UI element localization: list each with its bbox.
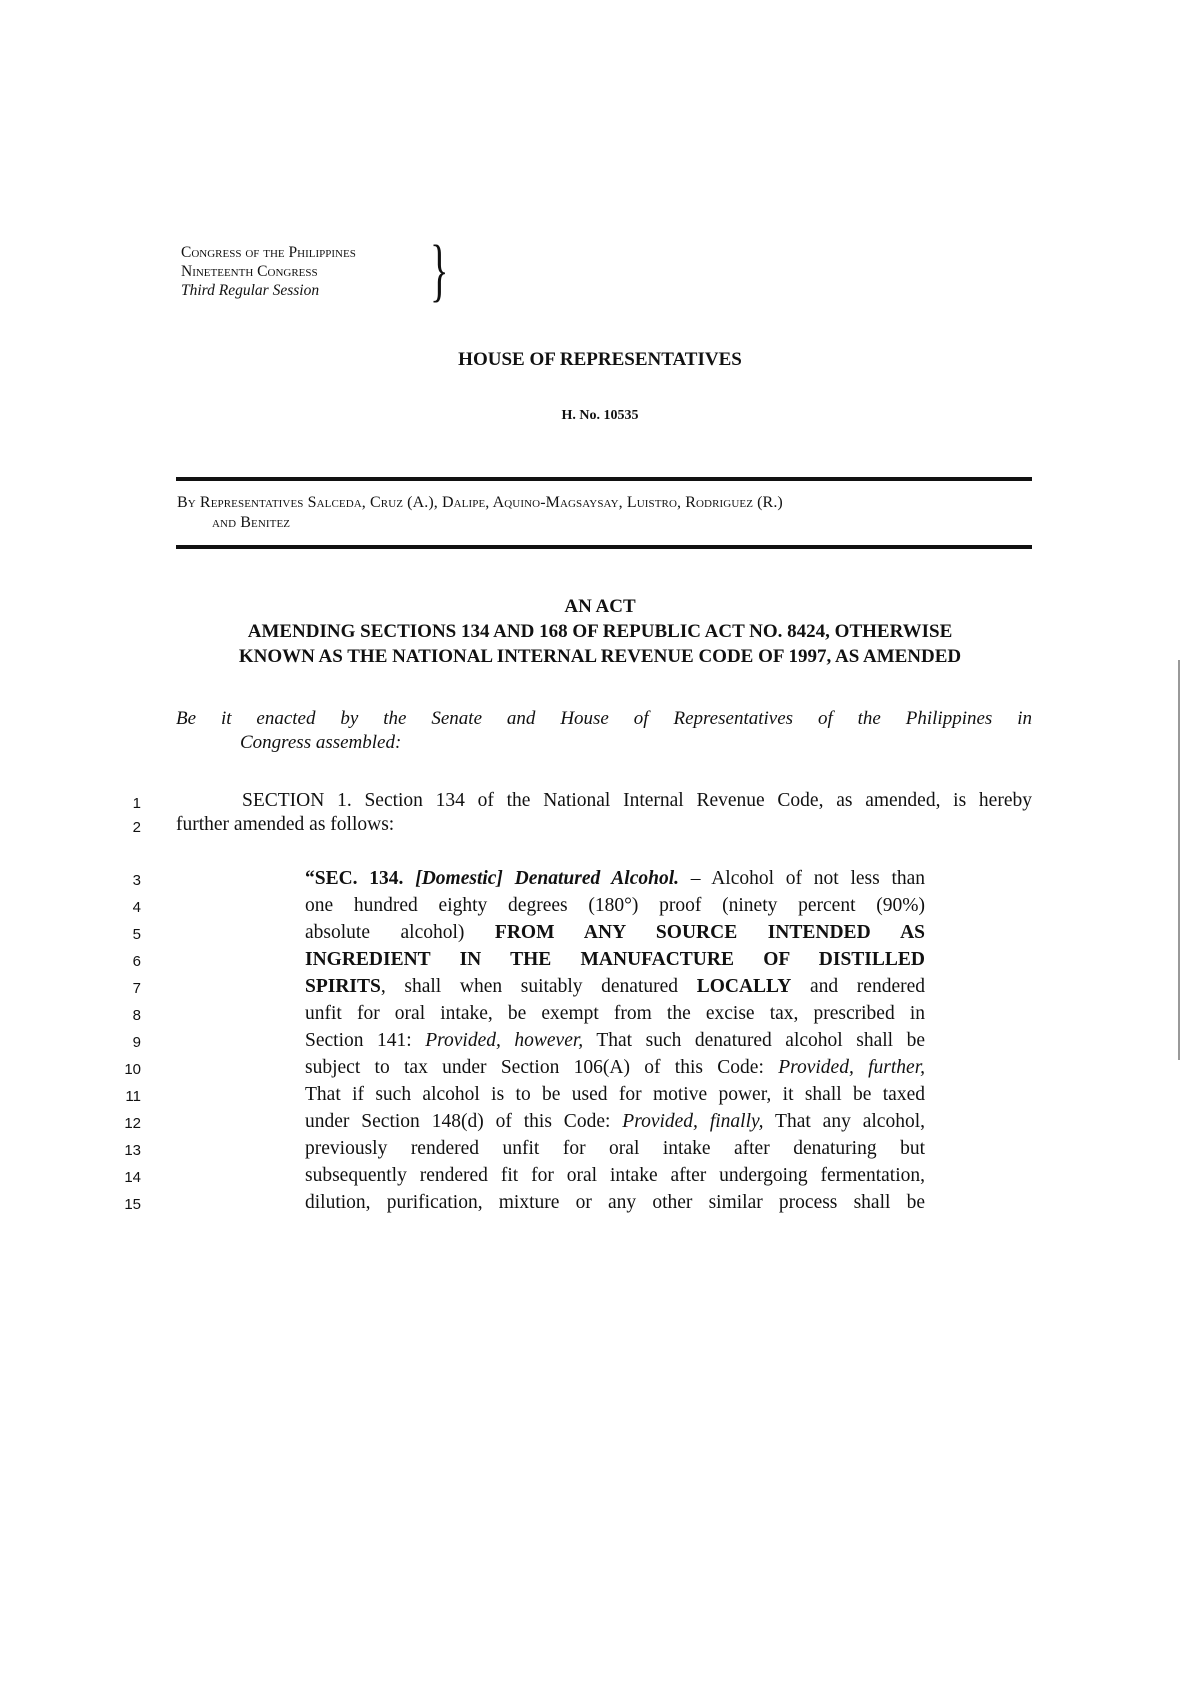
line-number: 15 [124, 1196, 141, 1213]
text-line-7: SPIRITS, shall when suitably denatured LOCALLY and rendered [305, 976, 926, 997]
scan-margin-line [1178, 660, 1180, 1060]
enacting-clause-line-1: Be it enacted by the Senate and House of Representatives of the Philippines in [176, 708, 1032, 729]
line-number: 13 [124, 1142, 141, 1159]
text-line-15: dilution, purification, mixture or any other similar process shall be [305, 1192, 925, 1213]
enacting-clause-line-2: Congress assembled: [240, 732, 402, 753]
line-number: 5 [132, 926, 141, 943]
text-line-14: subsequently rendered fit for oral intake after undergoing fermentation, [305, 1165, 925, 1186]
top-rule [176, 477, 1032, 481]
line-number: 3 [132, 872, 141, 889]
line-number: 6 [132, 953, 141, 970]
amended-section-134 [305, 865, 925, 1216]
line-number: 1 [132, 795, 141, 812]
line-number: 10 [124, 1061, 141, 1078]
authors-line-2: and Benitez [212, 514, 291, 531]
text-line-4: one hundred eighty degrees (180°) proof (ninety percent (90%) [305, 895, 925, 916]
line-number: 11 [125, 1088, 141, 1105]
session-label: Third Regular Session [181, 282, 320, 299]
line-number: 12 [124, 1115, 141, 1132]
text-line-6: INGREDIENT IN THE MANUFACTURE OF DISTILLED [305, 949, 925, 970]
text-line-5: absolute alcohol) FROM ANY SOURCE INTENDED AS [305, 922, 926, 943]
text-line-12: under Section 148(d) of this Code: Provided, finally, That any alcohol, [305, 1111, 925, 1132]
line-number: 2 [132, 819, 141, 836]
act-title-line-2: KNOWN AS THE NATIONAL INTERNAL REVENUE CODE OF 1997, AS AMENDED [238, 646, 962, 667]
chamber-title: HOUSE OF REPRESENTATIVES [458, 349, 742, 370]
congress-name: Congress of the Philippines [181, 244, 356, 261]
act-label: AN ACT [564, 596, 636, 617]
text-line-10: subject to tax under Section 106(A) of this Code: Provided, further, [305, 1057, 926, 1078]
text-line-11: That if such alcohol is to be used for motive power, it shall be taxed [305, 1084, 925, 1105]
congress-number: Nineteenth Congress [181, 263, 318, 280]
authors [177, 493, 1037, 533]
text-line-3: “SEC. 134. [Domestic] Denatured Alcohol. – Alcohol of not less than [305, 868, 926, 889]
bill-number: H. No. 10535 [561, 408, 639, 423]
section-1-line-2: further amended as follows: [176, 814, 395, 835]
text-line-9: Section 141: Provided, however, That such denatured alcohol shall be [305, 1030, 925, 1051]
line-number: 9 [132, 1034, 141, 1051]
line-number: 8 [132, 1007, 141, 1024]
line-number: 14 [124, 1169, 141, 1186]
bottom-rule [176, 545, 1032, 549]
section-1-line-1: SECTION 1. Section 134 of the National Internal Revenue Code, as amended, is hereby [242, 790, 1032, 811]
act-title-line-1: AMENDING SECTIONS 134 AND 168 OF REPUBLIC ACT NO. 8424, OTHERWISE [247, 621, 953, 642]
brace-icon: } [430, 232, 449, 309]
act-title [0, 594, 1200, 669]
line-number: 7 [132, 980, 141, 997]
text-line-8: unfit for oral intake, be exempt from the excise tax, prescribed in [305, 1003, 925, 1024]
authors-line-1: By Representatives Salceda, Cruz (A.), Dalipe, Aquino-Magsaysay, Luistro, Rodriguez (R.) [177, 494, 783, 511]
line-number: 4 [132, 899, 141, 916]
text-line-13: previously rendered unfit for oral intake after denaturing but [305, 1138, 925, 1159]
